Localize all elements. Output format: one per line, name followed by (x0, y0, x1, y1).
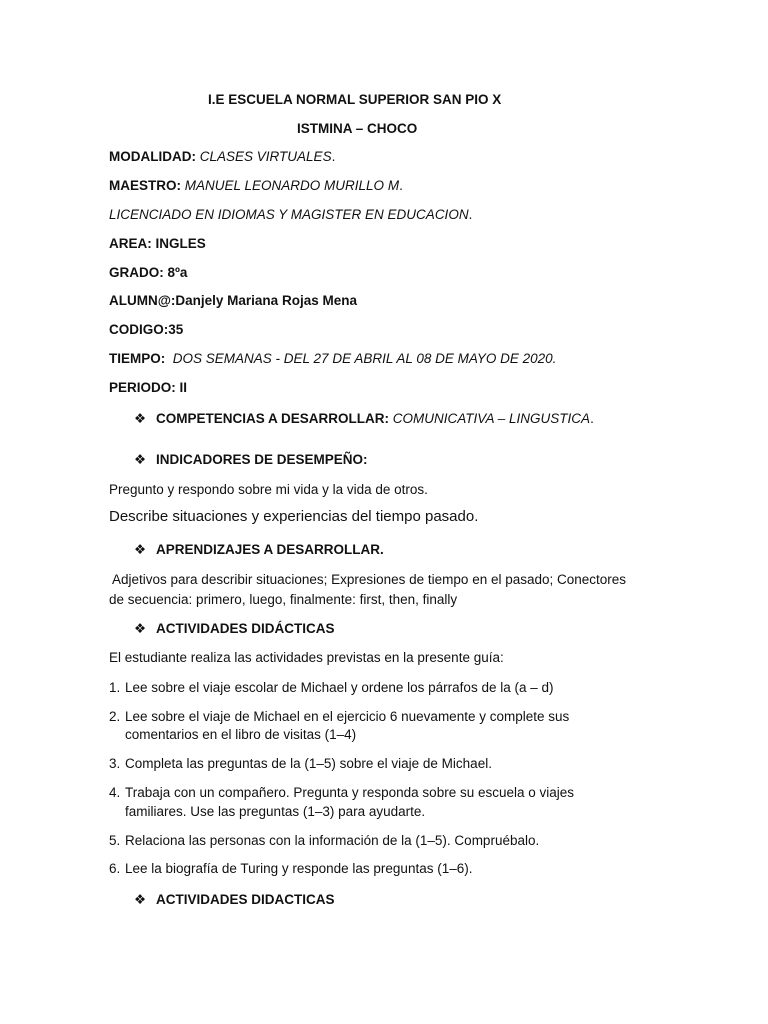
periodo-line: PERIODO: II (109, 380, 188, 395)
aprendizajes-line-1: Adjetivos para describir situaciones; Expresiones de tiempo en el pasado; Conectores (109, 572, 627, 587)
indicadores-label: INDICADORES DE DESEMPEÑO: (156, 452, 368, 467)
activity-number: 2. (109, 709, 121, 724)
activity-text: Lee sobre el viaje escolar de Michael y ordene los párrafos de la (a – d) (125, 680, 554, 695)
activity-item (109, 679, 554, 697)
codigo-line: CODIGO:35 (109, 322, 184, 337)
titulo-value: LICENCIADO EN IDIOMAS Y MAGISTER EN EDUCACION (109, 207, 469, 222)
activity-number: 1. (109, 680, 121, 695)
maestro-value: MANUEL LEONARDO MURILLO M (184, 178, 400, 193)
aprendizajes-label: APRENDIZAJES A DESARROLLAR. (156, 542, 384, 557)
actividades-heading (134, 620, 335, 638)
competencias-end: . (590, 411, 594, 426)
actividades-label-2: ACTIVIDADES DIDACTICAS (156, 892, 335, 907)
competencias-value: COMUNICATIVA – LINGUSTICA (392, 411, 591, 426)
activity-item (109, 755, 492, 773)
alumno-line: ALUMN@:Danjely Mariana Rojas Mena (109, 293, 357, 308)
activity-text: Completa las preguntas de la (1–5) sobre el viaje de Michael. (125, 756, 492, 771)
area-line: AREA: INGLES (109, 236, 206, 251)
school-name: I.E ESCUELA NORMAL SUPERIOR SAN PIO X (208, 92, 502, 107)
activity-text: familiares. Use las preguntas (1–3) para ayudarte. (125, 804, 426, 819)
indicadores-heading (134, 451, 368, 469)
activity-item (109, 784, 575, 802)
diamond-bullet-icon: ❖ (134, 542, 147, 557)
activity-text: Trabaja con un compañero. Pregunta y responda sobre su escuela o viajes (125, 785, 575, 800)
actividades-label: ACTIVIDADES DIDÁCTICAS (156, 621, 335, 636)
maestro-end: . (399, 178, 403, 193)
titulo-end: . (468, 207, 473, 222)
activity-text: Lee la biografía de Turing y responde las preguntas (1–6). (125, 861, 473, 876)
activity-number: 5. (109, 833, 121, 848)
aprendizajes-heading (134, 541, 384, 559)
tiempo-label: TIEMPO: (109, 351, 166, 366)
titulo-line (109, 206, 472, 224)
activity-number: 6. (109, 861, 121, 876)
maestro-line (109, 177, 403, 195)
activity-number: 3. (109, 756, 121, 771)
competencias-label: COMPETENCIAS A DESARROLLAR: (156, 411, 390, 426)
tiempo-line (109, 350, 556, 368)
actividades-heading-2 (134, 891, 335, 909)
competencias-heading (134, 410, 594, 428)
activity-text: Relaciona las personas con la información de la (1–5). Compruébalo. (125, 833, 540, 848)
modalidad-label: MODALIDAD: (109, 149, 196, 164)
diamond-bullet-icon: ❖ (134, 411, 147, 426)
diamond-bullet-icon: ❖ (134, 892, 147, 907)
actividades-intro: El estudiante realiza las actividades previstas en la presente guía: (109, 650, 504, 665)
modalidad-value: CLASES VIRTUALES (199, 149, 332, 164)
indicador-1: Pregunto y respondo sobre mi vida y la vida de otros. (109, 482, 428, 497)
activity-text: comentarios en el libro de visitas (1–4) (125, 727, 357, 742)
activity-item (109, 860, 473, 878)
tiempo-value: DOS SEMANAS - DEL 27 DE ABRIL AL 08 DE MAYO DE 2020. (172, 351, 557, 366)
diamond-bullet-icon: ❖ (134, 452, 147, 467)
activity-number: 4. (109, 785, 121, 800)
activity-text: Lee sobre el viaje de Michael en el ejercicio 6 nuevamente y complete sus (125, 709, 570, 724)
school-location: ISTMINA – CHOCO (297, 121, 418, 136)
aprendizajes-line-2: de secuencia: primero, luego, finalmente: first, then, finally (109, 592, 458, 607)
modalidad-line (109, 148, 335, 166)
maestro-label: MAESTRO: (109, 178, 181, 193)
indicador-2: Describe situaciones y experiencias del tiempo pasado. (109, 508, 479, 525)
activity-item (109, 832, 540, 850)
grado-line: GRADO: 8ºa (109, 265, 188, 280)
activity-item (109, 708, 570, 726)
modalidad-end: . (331, 149, 336, 164)
diamond-bullet-icon: ❖ (134, 621, 147, 636)
